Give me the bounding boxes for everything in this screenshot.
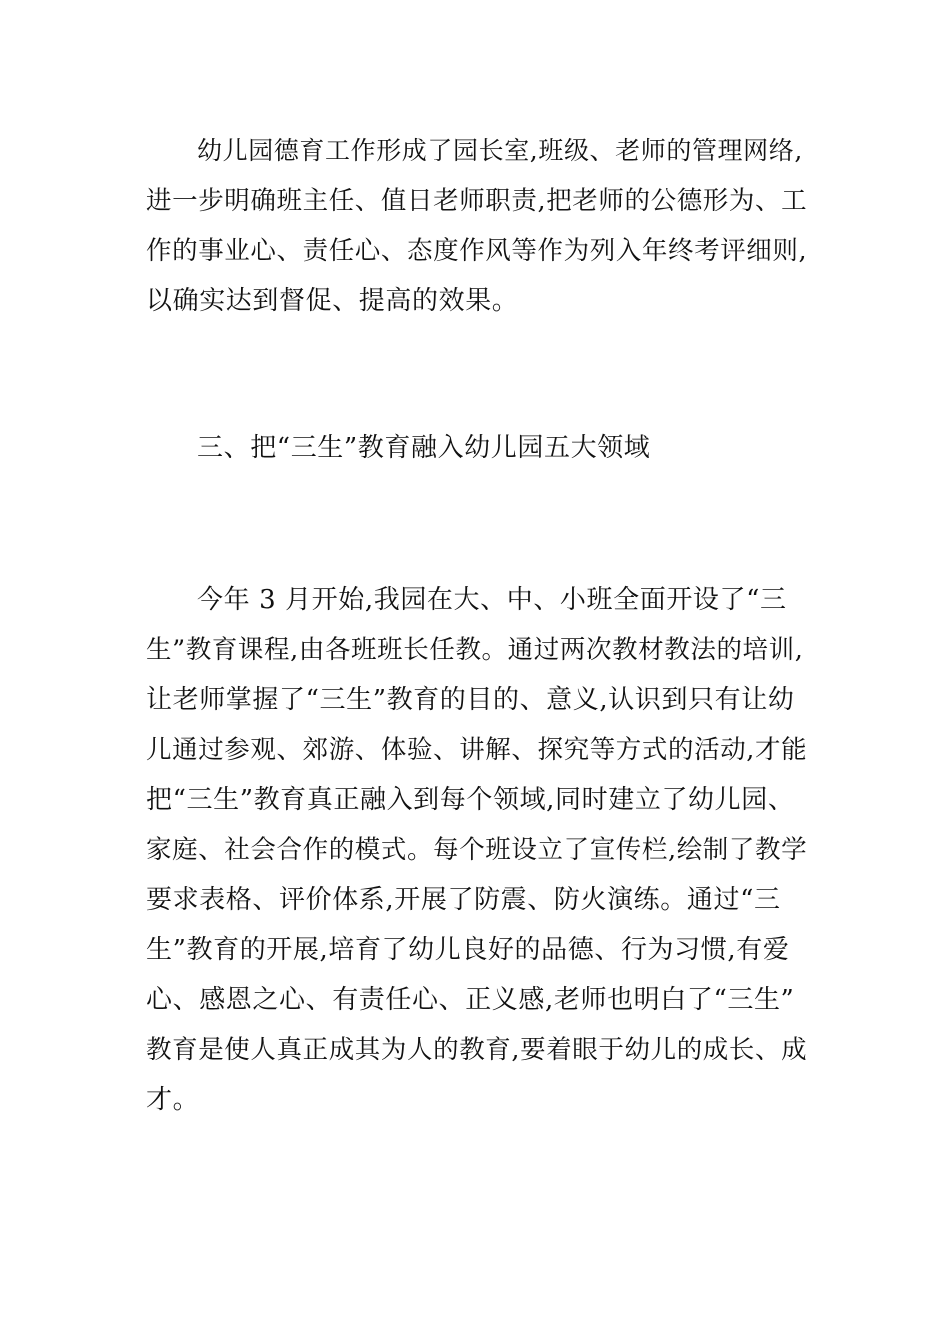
paragraph-2-line-10: 教育是使人真正成其为人的教育,要着眼于幼儿的成长、成 [146,1035,808,1065]
paragraph-1-line-4: 以确实达到督促、提高的效果。 [146,286,519,316]
paragraph-1-line-2: 进一步明确班主任、值日老师职责,把老师的公德形为、工 [146,186,808,216]
paragraph-2-line-7: 要求表格、评价体系,开展了防震、防火演练。通过“三 [146,885,781,915]
paragraph-1-line-1: 幼儿园德育工作形成了园长室,班级、老师的管理网络, [197,136,803,165]
paragraph-2-line-11: 才。 [146,1085,200,1115]
paragraph-2-line-1: 今年 3 月开始,我园在大、中、小班全面开设了“三 [197,585,787,615]
section-heading: 三、把“三生”教育融入幼儿园五大领域 [197,433,651,463]
paragraph-2-line-4: 儿通过参观、郊游、体验、讲解、探究等方式的活动,才能 [146,735,808,765]
paragraph-2-line-8: 生”教育的开展,培育了幼儿良好的品德、行为习惯,有爱 [146,935,790,965]
paragraph-2-line-9: 心、感恩之心、有责任心、正义感,老师也明白了“三生” [146,985,795,1015]
paragraph-1-line-3: 作的事业心、责任心、态度作风等作为列入年终考评细则, [146,236,808,266]
paragraph-2-line-5: 把“三生”教育真正融入到每个领域,同时建立了幼儿园、 [146,785,795,815]
paragraph-2-line-6: 家庭、社会合作的模式。每个班设立了宣传栏,绘制了教学 [146,835,808,865]
paragraph-2-line-2: 生”教育课程,由各班班长任教。通过两次教材教法的培训, [146,635,804,665]
paragraph-2-line-3: 让老师掌握了“三生”教育的目的、意义,认识到只有让幼 [146,685,795,715]
